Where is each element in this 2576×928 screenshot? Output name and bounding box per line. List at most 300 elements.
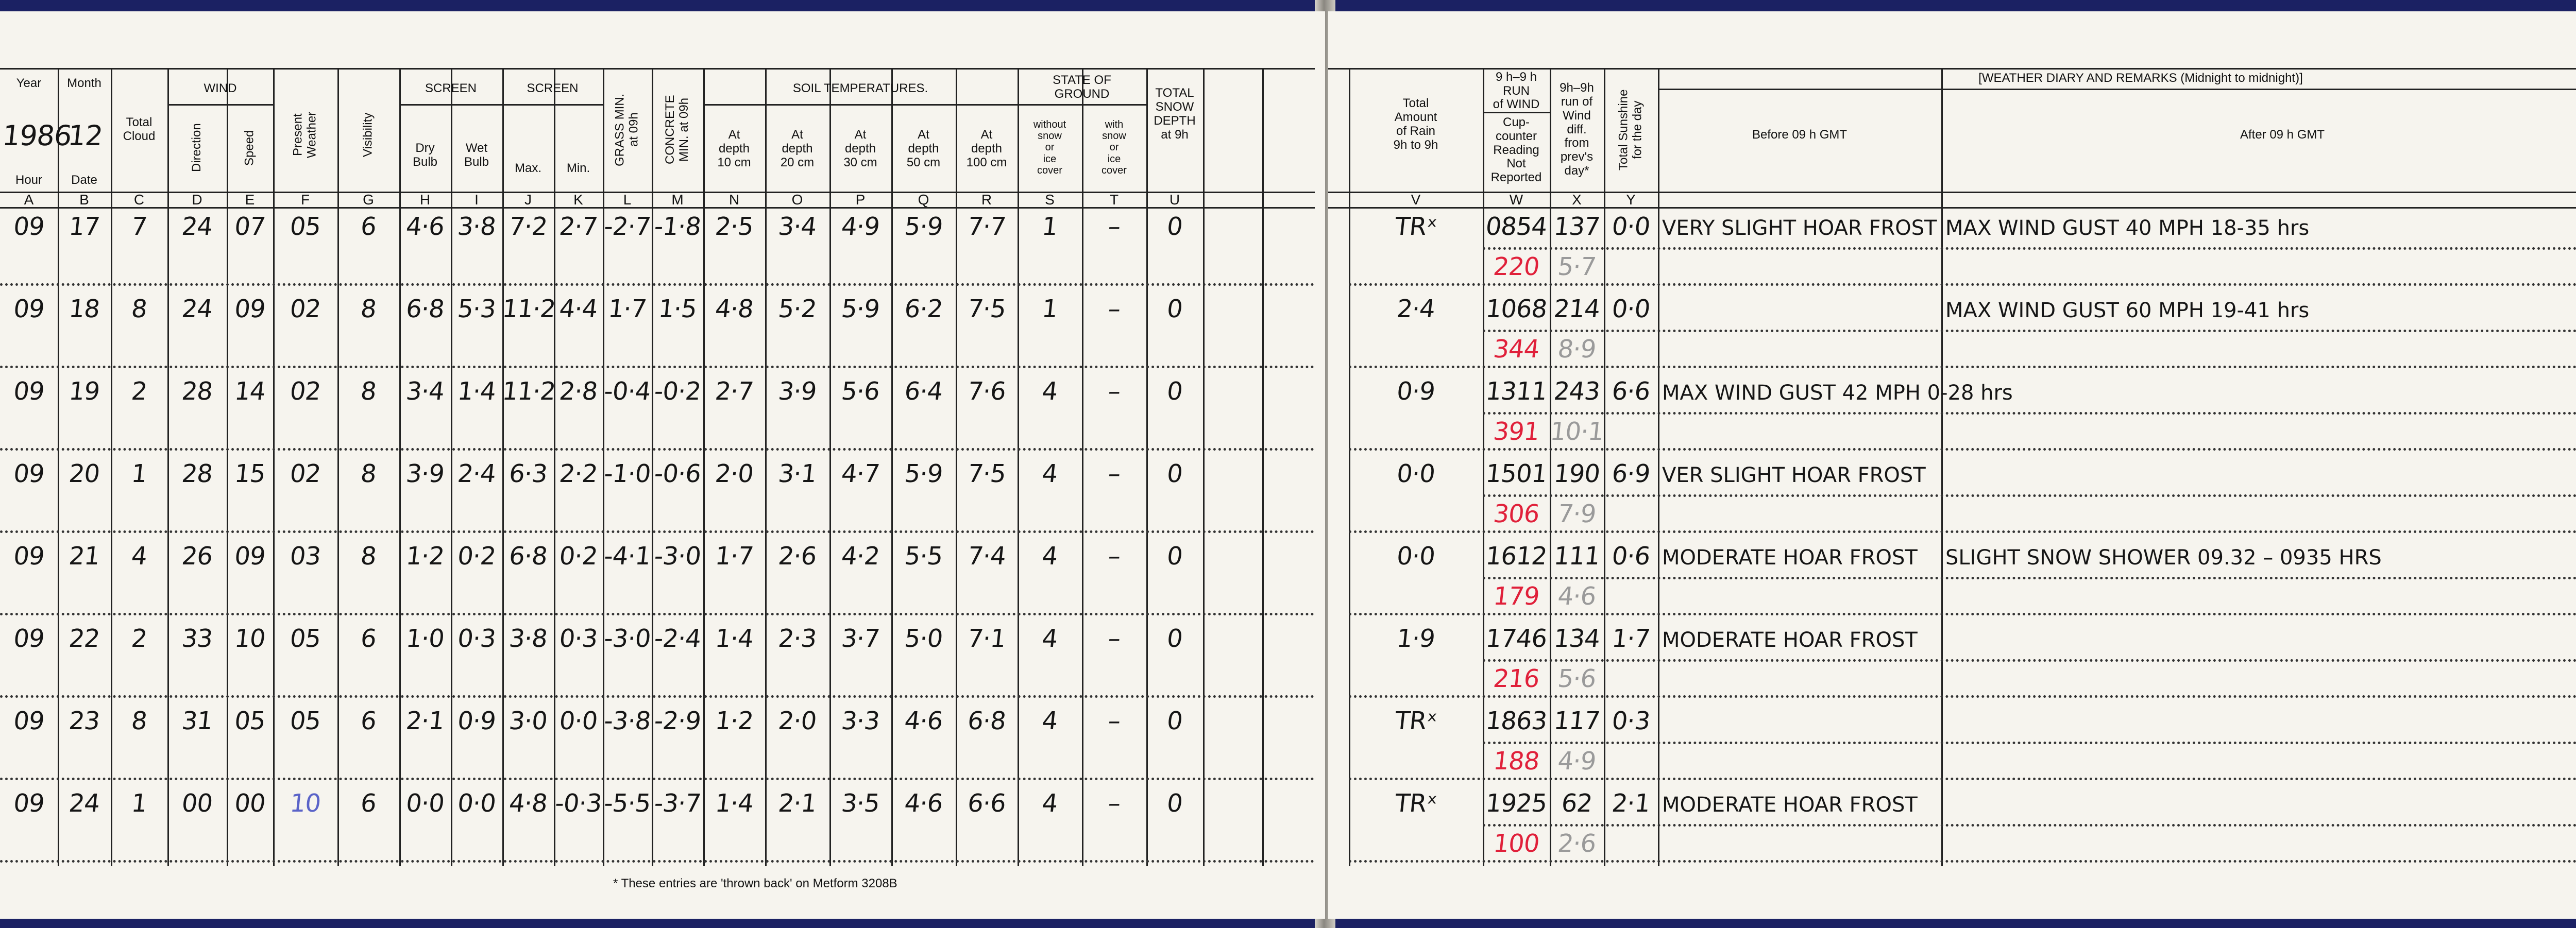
cell-cup-counter: 1925 (1484, 789, 1549, 818)
cell-max: 4·8 (507, 789, 549, 818)
cell-s100: 7·6 (966, 377, 1007, 406)
total-cloud-header: Total Cloud (123, 115, 156, 143)
cell-max: 6·3 (507, 459, 549, 488)
column-code: G (363, 192, 374, 208)
cell-s30: 5·9 (840, 295, 881, 323)
cell-hour: 09 (12, 295, 46, 323)
cell-before-remark: MAX WIND GUST 42 MPH 0-28 hrs (1662, 381, 2013, 405)
cell-wind-diff: 214 (1552, 295, 1601, 323)
present-weather-header: Present Weather (291, 111, 319, 159)
cell-dir: 33 (180, 624, 214, 653)
row-dotted-rule (1349, 366, 2576, 368)
cell-pw: 03 (289, 542, 322, 571)
cell-cloud: 4 (130, 542, 148, 571)
cell-ground: 4 (1040, 624, 1059, 653)
cell-wind-diff-secondary: 4·6 (1556, 582, 1598, 611)
cell-snow_depth: 0 (1165, 459, 1184, 488)
cell-min: 2·8 (557, 377, 599, 406)
cell-s50: 5·5 (903, 542, 944, 571)
cell-grass: -5·5 (602, 789, 652, 818)
visibility-header: Visibility (361, 112, 375, 158)
row-dotted-rule (0, 530, 1315, 533)
row-dotted-rule (0, 860, 1315, 863)
cell-snow_ice: – (1107, 377, 1122, 406)
cell-snow_ice: – (1107, 542, 1122, 571)
cell-ground: 4 (1040, 707, 1059, 735)
cell-wind-diff-secondary: 8·9 (1556, 335, 1598, 364)
cell-date: 19 (67, 377, 101, 406)
column-code: S (1045, 192, 1055, 208)
column-code: R (981, 192, 992, 208)
footnote: * These entries are 'thrown back' on Metform 3208B (613, 877, 897, 890)
cell-wet: 2·4 (456, 459, 497, 488)
cell-s20: 3·1 (776, 459, 818, 488)
cup-counter-header: Cup-counter Reading Not Reported (1490, 115, 1542, 185)
cell-wind-diff-secondary: 2·6 (1556, 829, 1598, 858)
direction-header: Direction (190, 123, 204, 173)
cell-s100: 7·1 (966, 624, 1007, 653)
cell-dir: 28 (180, 459, 214, 488)
soil-depth-header: At depth 20 cm (780, 128, 815, 169)
cell-dry: 3·4 (404, 377, 446, 406)
cell-concrete: -3·0 (653, 542, 702, 571)
column-rule (1262, 68, 1264, 866)
year-header: Year (16, 76, 42, 90)
screen-header-1: SCREEN (425, 81, 477, 95)
cell-min: 0·0 (557, 707, 599, 735)
run-of-wind-header: 9 h–9 h RUN of WIND (1493, 70, 1540, 112)
cell-s50: 5·9 (903, 212, 944, 241)
cell-s20: 3·4 (776, 212, 818, 241)
row-dotted-rule (1349, 860, 2576, 863)
cell-snow_ice: – (1107, 707, 1122, 735)
cell-s50: 5·9 (903, 459, 944, 488)
cell-pw: 05 (289, 212, 322, 241)
cell-speed: 14 (233, 377, 267, 406)
cell-snow_depth: 0 (1165, 542, 1184, 571)
cell-wet: 0·2 (456, 542, 497, 571)
cell-dry: 3·9 (404, 459, 446, 488)
sunshine-header: Total Sunshine for the day (1616, 89, 1645, 170)
soil-depth-header: At depth 50 cm (906, 128, 941, 169)
cell-wet: 1·4 (456, 377, 497, 406)
with-snow-header: with snow or ice cover (1101, 118, 1127, 177)
column-code: V (1411, 192, 1421, 208)
cell-grass: -0·4 (602, 377, 652, 406)
cell-dir: 28 (180, 377, 214, 406)
column-code: K (573, 192, 583, 208)
cell-rain: TRˣ (1393, 707, 1438, 735)
cell-speed: 15 (233, 459, 267, 488)
cell-before-remark: MODERATE HOAR FROST (1662, 546, 1918, 570)
row-dotted-rule (0, 283, 1315, 286)
cell-run-of-wind: 391 (1492, 417, 1541, 446)
left-observation-table (0, 68, 1325, 871)
cell-after-remark: MAX WIND GUST 60 MPH 19-41 hrs (1945, 299, 2310, 322)
cell-ground: 4 (1040, 459, 1059, 488)
month-header: Month (67, 76, 101, 90)
column-code: H (419, 192, 431, 208)
cell-s30: 4·7 (840, 459, 881, 488)
cell-date: 20 (67, 459, 101, 488)
right-observation-table (1328, 68, 2576, 871)
cell-cloud: 8 (130, 295, 148, 323)
row-dotted-rule (1483, 742, 2576, 744)
cell-dry: 6·8 (404, 295, 446, 323)
cell-wind-diff-secondary: 10·1 (1549, 417, 1605, 446)
row-dotted-rule (1483, 247, 2576, 250)
cell-before-remark: MODERATE HOAR FROST (1662, 628, 1918, 652)
cell-hour: 09 (12, 212, 46, 241)
cell-wet: 5·3 (456, 295, 497, 323)
cell-wind-diff: 134 (1552, 624, 1601, 653)
cell-dry: 1·0 (404, 624, 446, 653)
cell-before-remark: VER SLIGHT HOAR FROST (1662, 463, 1926, 487)
cell-date: 17 (67, 212, 101, 241)
cell-rain: 1·9 (1395, 624, 1436, 653)
column-code: N (728, 192, 740, 208)
cell-dir: 24 (180, 295, 214, 323)
column-code: D (192, 192, 202, 208)
cell-after-remark: SLIGHT SNOW SHOWER 09.32 – 0935 HRS (1945, 546, 2382, 570)
cell-hour: 09 (12, 789, 46, 818)
cell-s100: 7·7 (966, 212, 1007, 241)
cell-s20: 2·3 (776, 624, 818, 653)
cell-run-of-wind: 179 (1492, 582, 1541, 611)
cell-grass: -3·0 (602, 624, 652, 653)
row-dotted-rule (0, 695, 1315, 698)
row-dotted-rule (1349, 695, 2576, 698)
cell-pw: 10 (289, 789, 322, 818)
cell-wet: 0·3 (456, 624, 497, 653)
cell-cloud: 1 (130, 789, 148, 818)
speed-header: Speed (242, 130, 257, 166)
cell-s30: 3·7 (840, 624, 881, 653)
cell-pw: 02 (289, 295, 322, 323)
cell-dry: 4·6 (404, 212, 446, 241)
wet-bulb-header: Wet Bulb (464, 141, 489, 169)
cell-wind-diff-secondary: 4·9 (1556, 747, 1598, 776)
cell-dir: 26 (180, 542, 214, 571)
row-dotted-rule (1483, 659, 2576, 662)
cell-grass: -4·1 (602, 542, 652, 571)
wind-header: WIND (204, 81, 237, 95)
cell-hour: 09 (12, 707, 46, 735)
row-dotted-rule (0, 778, 1315, 780)
cell-hour: 09 (12, 377, 46, 406)
dry-bulb-header: Dry Bulb (412, 141, 438, 169)
row-dotted-rule (1349, 530, 2576, 533)
cell-rain: 0·0 (1395, 542, 1436, 571)
cell-s50: 5·0 (903, 624, 944, 653)
cell-sunshine: 6·9 (1610, 459, 1652, 488)
header-rule (0, 68, 1315, 70)
cell-dir: 24 (180, 212, 214, 241)
cell-speed: 10 (233, 624, 267, 653)
diary-subrule (1658, 89, 2576, 90)
cell-s10: 4·8 (714, 295, 755, 323)
cell-cup-counter: 0854 (1484, 212, 1549, 241)
total-snow-depth-header: TOTAL SNOW DEPTH at 9h (1154, 86, 1196, 142)
cell-vis: 8 (359, 295, 378, 323)
cell-vis: 6 (359, 212, 378, 241)
cell-snow_depth: 0 (1165, 624, 1184, 653)
cell-concrete: -0·6 (653, 459, 702, 488)
without-snow-header: without snow or ice cover (1033, 118, 1066, 177)
cell-snow_ice: – (1107, 789, 1122, 818)
column-code: F (300, 192, 310, 208)
cell-grass: -2·7 (602, 212, 652, 241)
wind-subrule (167, 104, 273, 106)
cell-run-of-wind: 100 (1492, 829, 1541, 858)
cell-snow_depth: 0 (1165, 295, 1184, 323)
cell-concrete: -0·2 (653, 377, 702, 406)
cell-cloud: 7 (130, 212, 148, 241)
cell-snow_depth: 0 (1165, 377, 1184, 406)
cell-s100: 7·5 (966, 459, 1007, 488)
cell-rain: 2·4 (1395, 295, 1436, 323)
cell-s30: 5·6 (840, 377, 881, 406)
cell-s30: 4·2 (840, 542, 881, 571)
cell-cloud: 1 (130, 459, 148, 488)
cell-ground: 1 (1040, 295, 1059, 323)
after-header: After 09 h GMT (2240, 127, 2325, 142)
cell-min: 2·2 (557, 459, 599, 488)
cell-min: 0·2 (557, 542, 599, 571)
cell-before-remark: MODERATE HOAR FROST (1662, 793, 1918, 817)
cell-sunshine: 0·6 (1610, 542, 1652, 571)
cell-cup-counter: 1863 (1484, 707, 1549, 735)
row-dotted-rule (1349, 778, 2576, 780)
cell-run-of-wind: 220 (1492, 252, 1541, 281)
cell-s10: 1·4 (714, 789, 755, 818)
cell-s20: 2·1 (776, 789, 818, 818)
cell-pw: 02 (289, 459, 322, 488)
cell-pw: 05 (289, 707, 322, 735)
cell-max: 11·2 (501, 295, 557, 323)
cell-vis: 6 (359, 624, 378, 653)
min-header: Min. (566, 161, 590, 175)
before-after-rule (1941, 89, 1943, 866)
cell-snow_depth: 0 (1165, 212, 1184, 241)
cell-date: 23 (67, 707, 101, 735)
date-header: Date (71, 173, 97, 187)
cell-s50: 4·6 (903, 789, 944, 818)
soil-temperatures-header: SOIL TEMPERATURES. (792, 81, 928, 95)
cell-s20: 5·2 (776, 295, 818, 323)
cell-rain: 0·0 (1395, 459, 1436, 488)
cell-wind-diff: 111 (1552, 542, 1601, 571)
cell-snow_depth: 0 (1165, 789, 1184, 818)
row-dotted-rule (1483, 330, 2576, 332)
cell-sunshine: 1·7 (1610, 624, 1652, 653)
cell-wind-diff: 117 (1552, 707, 1601, 735)
cell-cloud: 2 (130, 624, 148, 653)
soil-depth-header: At depth 100 cm (966, 128, 1007, 169)
cell-min: 4·4 (557, 295, 599, 323)
column-code: C (133, 192, 145, 208)
row-dotted-rule (1349, 283, 2576, 286)
cell-date: 24 (67, 789, 101, 818)
cell-s50: 4·6 (903, 707, 944, 735)
cell-pw: 05 (289, 624, 322, 653)
cell-ground: 1 (1040, 212, 1059, 241)
cell-s100: 7·5 (966, 295, 1007, 323)
cell-date: 18 (67, 295, 101, 323)
column-code: T (1109, 192, 1119, 208)
cell-snow_ice: – (1107, 295, 1122, 323)
cell-snow_ice: – (1107, 459, 1122, 488)
column-code: O (791, 192, 803, 208)
cell-run-of-wind: 216 (1492, 664, 1541, 693)
cell-concrete: -2·4 (653, 624, 702, 653)
cell-run-of-wind: 306 (1492, 500, 1541, 528)
cell-cup-counter: 1746 (1484, 624, 1549, 653)
cell-dir: 31 (180, 707, 214, 735)
cell-concrete: -3·7 (653, 789, 702, 818)
cell-rain: TRˣ (1393, 212, 1438, 241)
cell-max: 3·8 (507, 624, 549, 653)
cell-cup-counter: 1311 (1484, 377, 1549, 406)
column-code: M (671, 192, 684, 208)
cell-max: 11·2 (501, 377, 557, 406)
cell-dry: 1·2 (404, 542, 446, 571)
cell-s20: 2·0 (776, 707, 818, 735)
cell-wind-diff-secondary: 5·7 (1556, 252, 1598, 281)
cell-wet: 3·8 (456, 212, 497, 241)
cell-s100: 7·4 (966, 542, 1007, 571)
cell-speed: 09 (233, 542, 267, 571)
cell-s20: 2·6 (776, 542, 818, 571)
left-ledger-page (0, 11, 1325, 919)
cell-cloud: 8 (130, 707, 148, 735)
cell-wind-diff-secondary: 5·6 (1556, 664, 1598, 693)
row-dotted-rule (1483, 824, 2576, 827)
cell-sunshine: 2·1 (1610, 789, 1652, 818)
cell-rain: TRˣ (1393, 789, 1438, 818)
cell-wind-diff: 190 (1552, 459, 1601, 488)
cell-wet: 0·9 (456, 707, 497, 735)
cell-wind-diff-secondary: 7·9 (1556, 500, 1598, 528)
cell-dry: 0·0 (404, 789, 446, 818)
cell-ground: 4 (1040, 789, 1059, 818)
year-value: 1986 (1, 119, 73, 152)
cell-cup-counter: 1501 (1484, 459, 1549, 488)
cell-s10: 1·2 (714, 707, 755, 735)
concrete-min-header: CONCRETE MIN. at 09h (663, 95, 691, 165)
cell-ground: 4 (1040, 377, 1059, 406)
cell-snow_ice: – (1107, 624, 1122, 653)
cell-min: 2·7 (557, 212, 599, 241)
cell-cup-counter: 1068 (1484, 295, 1549, 323)
state-of-ground-header: STATE OF GROUND (1053, 73, 1111, 101)
run-subrule (1483, 112, 1550, 113)
column-code: L (623, 192, 632, 208)
cell-max: 7·2 (507, 212, 549, 241)
screen-header-2: SCREEN (527, 81, 579, 95)
cell-max: 6·8 (507, 542, 549, 571)
column-code: U (1169, 192, 1180, 208)
right-ledger-page (1328, 11, 2576, 919)
cell-vis: 8 (359, 542, 378, 571)
cell-s30: 3·3 (840, 707, 881, 735)
cell-s50: 6·4 (903, 377, 944, 406)
soil-subrule (703, 104, 1018, 106)
diary-header: [WEATHER DIARY AND REMARKS (Midnight to midnight)] (1978, 71, 2303, 85)
cell-pw: 02 (289, 377, 322, 406)
column-code: E (245, 192, 255, 208)
cell-wind-diff: 137 (1552, 212, 1601, 241)
cell-cup-counter: 1612 (1484, 542, 1549, 571)
cell-max: 3·0 (507, 707, 549, 735)
hour-header: Hour (15, 173, 43, 187)
grass-min-header: GRASS MIN. at 09h (613, 93, 641, 166)
column-code: X (1572, 192, 1582, 208)
before-header: Before 09 h GMT (1752, 127, 1848, 142)
cell-hour: 09 (12, 459, 46, 488)
cell-min: 0·3 (557, 624, 599, 653)
cell-s30: 4·9 (840, 212, 881, 241)
row-dotted-rule (1483, 577, 2576, 579)
cell-speed: 05 (233, 707, 267, 735)
column-code: W (1509, 192, 1523, 208)
cell-run-of-wind: 344 (1492, 335, 1541, 364)
cell-s10: 2·0 (714, 459, 755, 488)
soil-depth-header: At depth 10 cm (717, 128, 751, 169)
cell-vis: 6 (359, 707, 378, 735)
cell-ground: 4 (1040, 542, 1059, 571)
cell-s20: 3·9 (776, 377, 818, 406)
row-dotted-rule (0, 448, 1315, 451)
cell-dry: 2·1 (404, 707, 446, 735)
cell-grass: -1·0 (602, 459, 652, 488)
cell-s50: 6·2 (903, 295, 944, 323)
cell-snow_depth: 0 (1165, 707, 1184, 735)
column-code: I (474, 192, 479, 208)
month-value: 12 (66, 119, 105, 152)
cell-dir: 00 (180, 789, 214, 818)
cell-concrete: -2·9 (653, 707, 702, 735)
total-rain-header: Total Amount of Rain 9h to 9h (1393, 96, 1438, 152)
cell-date: 22 (67, 624, 101, 653)
cell-date: 21 (67, 542, 101, 571)
cell-cloud: 2 (130, 377, 148, 406)
cell-sunshine: 0·0 (1610, 212, 1652, 241)
cell-wind-diff: 243 (1552, 377, 1601, 406)
cell-grass: -3·8 (602, 707, 652, 735)
cell-speed: 07 (233, 212, 267, 241)
cell-speed: 00 (233, 789, 267, 818)
cell-sunshine: 0·0 (1610, 295, 1652, 323)
row-dotted-rule (0, 366, 1315, 368)
row-dotted-rule (1483, 412, 2576, 415)
wind-diff-header: 9h–9h run of Wind diff. from prev's day* (1560, 80, 1594, 178)
cell-after-remark: MAX WIND GUST 40 MPH 18-35 hrs (1945, 216, 2310, 240)
cell-min: -0·3 (553, 789, 603, 818)
cell-wet: 0·0 (456, 789, 497, 818)
cell-grass: 1·7 (606, 295, 648, 323)
cell-s10: 1·7 (714, 542, 755, 571)
cell-rain: 0·9 (1395, 377, 1436, 406)
row-dotted-rule (0, 613, 1315, 615)
cell-vis: 8 (359, 377, 378, 406)
screen-subrule (399, 104, 603, 106)
column-code: P (855, 192, 866, 208)
cell-sunshine: 6·6 (1610, 377, 1652, 406)
cell-before-remark: VERY SLIGHT HOAR FROST (1662, 216, 1937, 240)
cell-hour: 09 (12, 624, 46, 653)
row-dotted-rule (1483, 494, 2576, 497)
